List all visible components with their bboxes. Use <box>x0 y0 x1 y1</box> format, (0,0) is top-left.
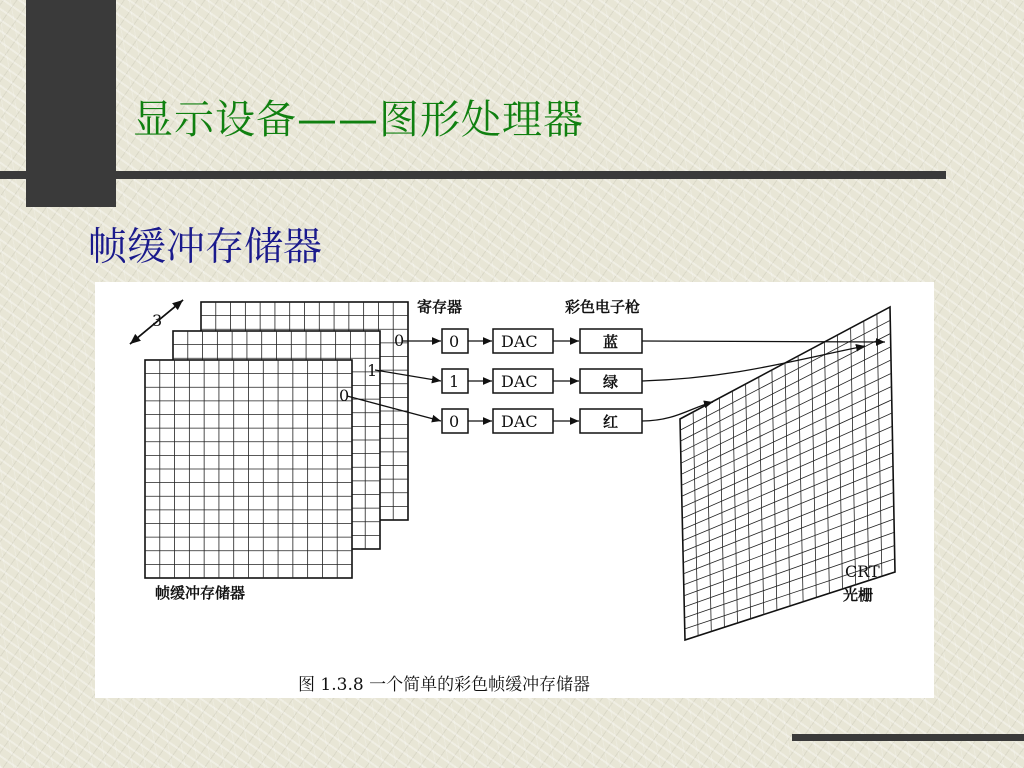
dac-label-red: DAC <box>501 412 538 431</box>
register-value-red: 0 <box>449 412 460 431</box>
figure-caption: 图 1.3.8 一个简单的彩色帧缓冲存储器 <box>298 675 591 695</box>
dac-label-blue: DAC <box>501 332 538 351</box>
slide-subtitle: 帧缓冲存储器 <box>88 225 323 270</box>
raster-label: 光栅 <box>843 586 874 604</box>
register-value-blue: 0 <box>449 332 460 351</box>
slide-title: 显示设备——图形处理器 <box>133 97 584 143</box>
framebuffer-label: 帧缓冲存储器 <box>155 584 246 602</box>
gun-label-red: 红 <box>603 413 619 431</box>
bit-label-bottom: 0 <box>339 386 350 405</box>
register-header: 寄存器 <box>417 298 463 316</box>
title-rule <box>0 171 946 179</box>
depth-label: 3 <box>152 311 163 330</box>
register-value-green: 1 <box>449 372 460 391</box>
bottom-rule <box>792 734 1024 741</box>
bit-label-top: 0 <box>394 331 405 350</box>
framebuffer-figure <box>95 282 934 698</box>
crt-label: CRT <box>845 562 880 581</box>
gun-label-blue: 蓝 <box>603 333 619 351</box>
gun-label-green: 绿 <box>603 373 619 391</box>
framebuffer-diagram <box>95 282 934 698</box>
electron-gun-header: 彩色电子枪 <box>565 298 641 316</box>
bit-label-middle: 1 <box>367 361 378 380</box>
memory-planes <box>145 302 408 578</box>
dac-label-green: DAC <box>501 372 538 391</box>
